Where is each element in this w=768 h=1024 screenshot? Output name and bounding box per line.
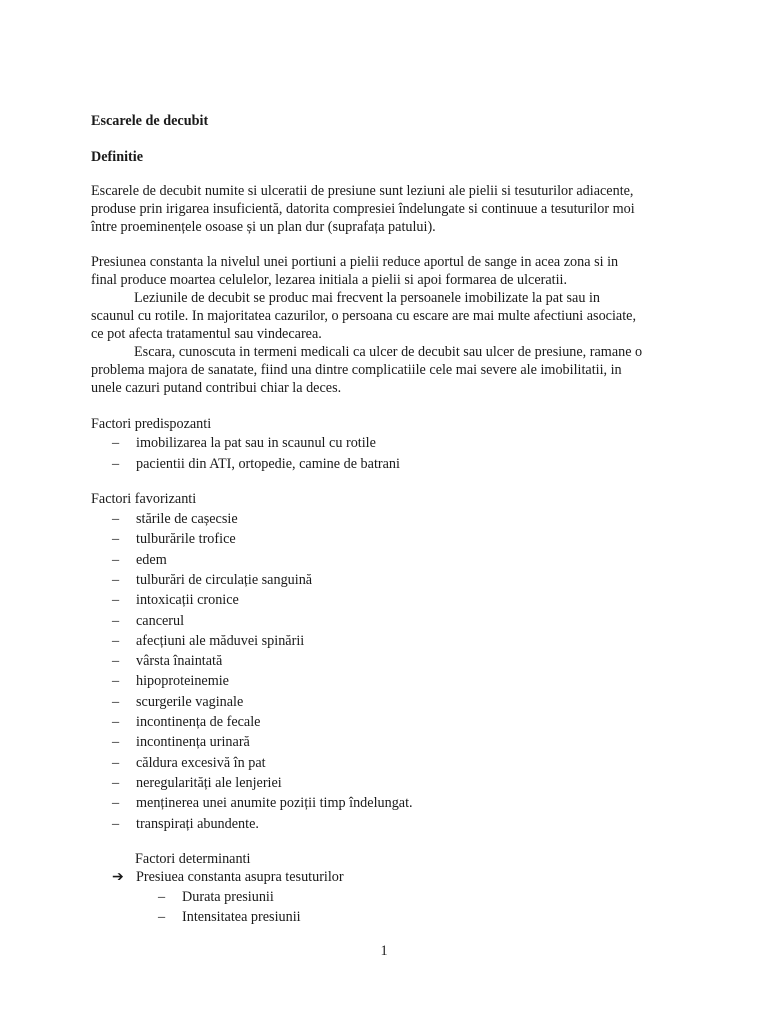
favoring-item <box>112 652 222 670</box>
definition-paragraph <box>91 182 683 236</box>
favoring-item <box>112 713 260 731</box>
dash-bullet-icon: – <box>112 754 120 771</box>
page-number: 1 <box>380 943 388 959</box>
pressure-line: problema majora de sanatate, fiind una dintre complicatiile cele mai severe ale imobilitatii, in <box>91 362 622 378</box>
dash-bullet-icon: – <box>112 511 120 527</box>
favoring-item-text: intoxicații cronice <box>136 592 239 609</box>
favoring-item <box>112 733 250 751</box>
dash-bullet-icon: – <box>112 653 120 670</box>
predisposing-item-text: pacientii din ATI, ortopedie, camine de batrani <box>136 455 400 472</box>
dash-bullet-icon: – <box>112 774 120 791</box>
favoring-item-text: tulburările trofice <box>136 531 236 548</box>
dash-bullet-icon: – <box>112 571 120 588</box>
favoring-item <box>112 672 229 690</box>
favoring-item <box>112 774 282 792</box>
dash-bullet-icon: – <box>112 435 120 451</box>
document-title: Escarele de decubit <box>91 113 209 129</box>
favoring-item-text: incontinența de fecale <box>136 714 261 730</box>
dash-bullet-icon: – <box>112 734 120 751</box>
arrow-item-text: Presiuea constanta asupra tesuturilor <box>136 869 344 885</box>
favoring-item <box>112 754 266 772</box>
dash-bullet-icon: – <box>112 795 120 812</box>
pressure-paragraph <box>91 253 683 397</box>
favoring-item-text: menținerea unei anumite poziții timp îndelungat. <box>136 795 413 812</box>
dash-bullet-icon: – <box>112 714 120 730</box>
favoring-item <box>112 591 239 609</box>
predisposing-item <box>112 434 376 452</box>
favoring-item-text: neregularități ale lenjeriei <box>136 774 282 791</box>
determining-subitem <box>158 888 274 906</box>
predisposing-item <box>112 455 400 473</box>
dash-bullet-icon: – <box>112 815 120 832</box>
predisposing-item-text: imobilizarea la pat sau in scaunul cu rotile <box>136 435 376 451</box>
determining-heading: Factori determinanti <box>135 851 251 867</box>
dash-bullet-icon: – <box>112 693 120 710</box>
dash-bullet-icon: – <box>112 673 120 690</box>
favoring-item <box>112 815 259 833</box>
favoring-item-text: scurgerile vaginale <box>136 693 244 710</box>
favoring-item <box>112 612 184 630</box>
pressure-line: Presiunea constanta la nivelul unei portiuni a pielii reduce aportul de sange in acea zona si in <box>91 254 619 270</box>
favoring-item-text: căldura excesivă în pat <box>136 754 266 771</box>
favoring-item-text: cancerul <box>136 612 185 629</box>
dash-bullet-icon: – <box>158 909 166 925</box>
determining-arrow-item <box>112 868 344 886</box>
favoring-item <box>112 551 167 569</box>
definition-line: între proeminențele osoase și un plan dur (suprafața patului). <box>91 219 436 235</box>
dash-bullet-icon: – <box>158 889 166 905</box>
favoring-item <box>112 510 238 528</box>
arrow-icon: ➔ <box>112 869 124 885</box>
pressure-line: Escara, cunoscuta in termeni medicali ca ulcer de decubit sau ulcer de presiune, ramane o <box>134 344 643 360</box>
dash-bullet-icon: – <box>112 592 120 609</box>
determining-subitem <box>158 908 301 926</box>
dash-bullet-icon: – <box>112 612 120 629</box>
favoring-item-text: hipoproteinemie <box>136 673 229 690</box>
favoring-item-text: afecțiuni ale măduvei spinării <box>136 632 305 649</box>
favoring-heading: Factori favorizanti <box>91 491 197 507</box>
dash-bullet-icon: – <box>112 551 120 568</box>
favoring-item-text: transpirați abundente. <box>136 815 259 832</box>
favoring-item <box>112 530 236 548</box>
definition-line: Escarele de decubit numite si ulceratii de presiune sunt leziuni ale pielii si tesuturilor adiacente, <box>91 183 634 199</box>
favoring-item-text: stările de cașecsie <box>136 511 238 527</box>
dash-bullet-icon: – <box>112 632 120 649</box>
determining-subitem-text: Intensitatea presiunii <box>182 909 301 925</box>
favoring-item-text: tulburări de circulație sanguină <box>136 571 313 588</box>
dash-bullet-icon: – <box>112 455 120 472</box>
favoring-item <box>112 632 304 650</box>
determining-subitem-text: Durata presiunii <box>182 889 274 905</box>
favoring-item-text: edem <box>136 551 167 568</box>
predisposing-heading: Factori predispozanti <box>91 416 212 432</box>
pressure-line: Leziunile de decubit se produc mai frecvent la persoanele imobilizate la pat sau in <box>134 290 601 306</box>
definition-line: produse prin irigarea insuficientă, datorita compresiei îndelungate si continuue a tesuturilor moi <box>91 201 635 217</box>
favoring-item-text: incontinența urinară <box>136 734 250 751</box>
section-heading: Definitie <box>91 149 144 165</box>
favoring-item <box>112 571 312 589</box>
pressure-line: final produce moartea celulelor, lezarea initiala a pielii si apoi formarea de ulceratii. <box>91 272 568 288</box>
pressure-line: unele cazuri putand contribui chiar la deces. <box>91 380 342 396</box>
favoring-item <box>112 794 413 812</box>
pressure-line: scaunul cu rotile. In majoritatea cazurilor, o persoana cu escare are mai multe afectiuni asociate, <box>91 308 636 324</box>
dash-bullet-icon: – <box>112 531 120 548</box>
pressure-line: ce pot afecta tratamentul sau vindecarea. <box>91 326 322 342</box>
favoring-item <box>112 693 243 711</box>
favoring-item-text: vârsta înaintată <box>136 653 223 670</box>
